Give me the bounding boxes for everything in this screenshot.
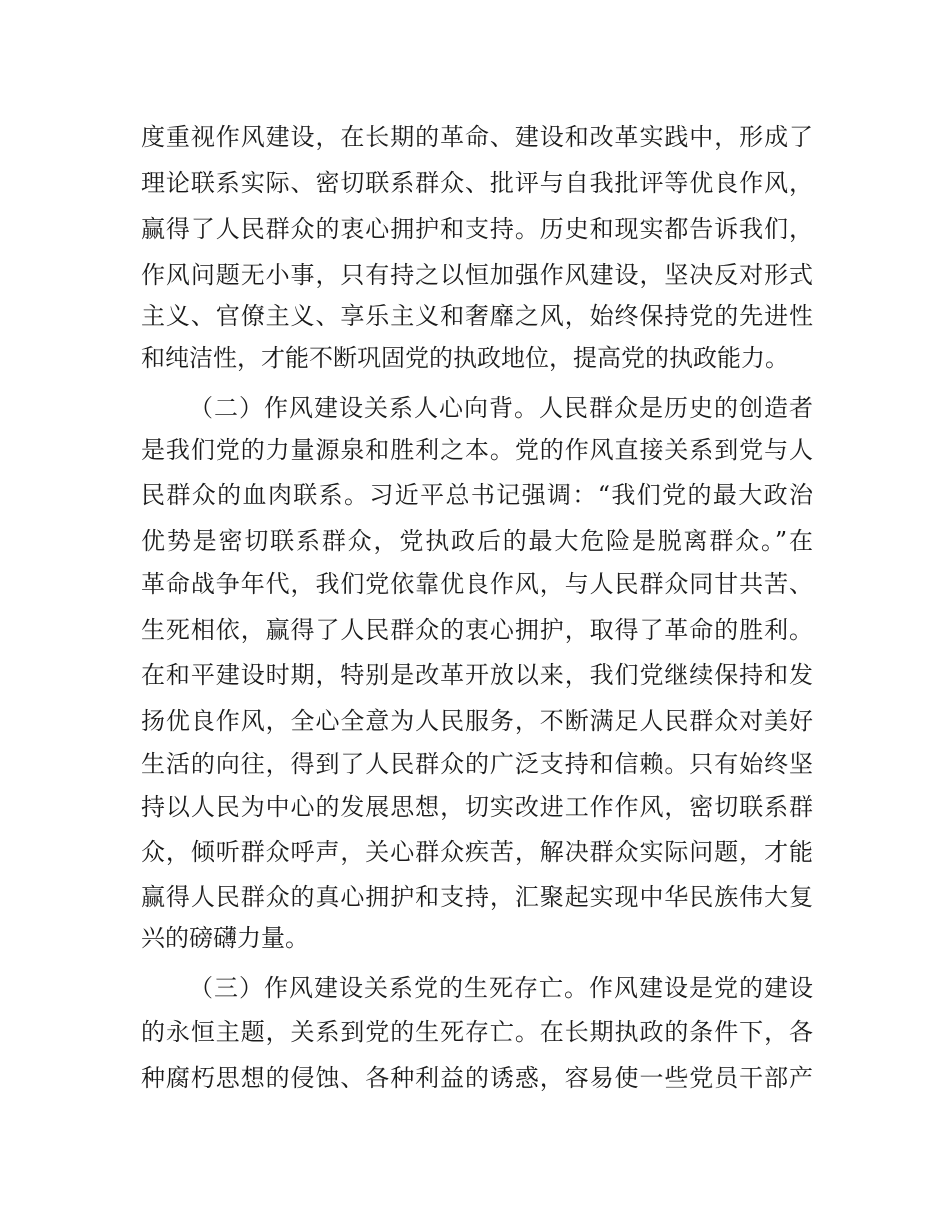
paragraph-line: 的永恒主题，关系到党的生死存亡。在长期执政的条件下，各: [141, 1018, 813, 1046]
paragraph-line: 理论联系实际、密切联系群众、批评与自我批评等优良作风，: [141, 169, 813, 197]
paragraph-line: 作风问题无小事，只有持之以恒加强作风建设，坚决反对形式: [141, 261, 813, 289]
paragraph-line: 度重视作风建设，在长期的革命、建设和改革实践中，形成了: [141, 123, 813, 151]
paragraph-line: 赢得人民群众的真心拥护和支持，汇聚起实现中华民族伟大复: [141, 883, 813, 911]
paragraph-line: 在和平建设时期，特别是改革开放以来，我们党继续保持和发: [141, 661, 813, 689]
paragraph-line: 赢得了人民群众的衷心拥护和支持。历史和现实都告诉我们，: [141, 215, 813, 243]
paragraph-line: 生活的向往，得到了人民群众的广泛支持和信赖。只有始终坚: [141, 750, 813, 778]
paragraph-line: 兴的磅礴力量。: [141, 924, 309, 952]
paragraph-line: 扬优良作风，全心全意为人民服务，不断满足人民群众对美好: [141, 707, 813, 735]
paragraph-line: 众，倾听群众呼声，关心群众疾苦，解决群众实际问题，才能: [141, 838, 813, 866]
paragraph-line: 优势是密切联系群众，党执政后的最大危险是脱离群众。”在: [141, 527, 813, 555]
paragraph-line: 种腐朽思想的侵蚀、各种利益的诱惑，容易使一些党员干部产: [141, 1064, 813, 1092]
paragraph-line: 民群众的血肉联系。习近平总书记强调：“我们党的最大政治: [141, 481, 813, 509]
paragraph-line: 和纯洁性，才能不断巩固党的执政地位，提高党的执政能力。: [141, 344, 789, 372]
paragraph-line: （三）作风建设关系党的生死存亡。作风建设是党的建设: [189, 974, 813, 1002]
paragraph-line: 是我们党的力量源泉和胜利之本。党的作风直接关系到党与人: [141, 436, 813, 464]
paragraph-line: （二）作风建设关系人心向背。人民群众是历史的创造者: [189, 394, 813, 422]
paragraph-line: 革命战争年代，我们党依靠优良作风，与人民群众同甘共苦、: [141, 570, 813, 598]
paragraph-line: 生死相依，赢得了人民群众的衷心拥护，取得了革命的胜利。: [141, 616, 813, 644]
paragraph-line: 持以人民为中心的发展思想，切实改进工作作风，密切联系群: [141, 793, 813, 821]
paragraph-line: 主义、官僚主义、享乐主义和奢靡之风，始终保持党的先进性: [141, 302, 813, 330]
